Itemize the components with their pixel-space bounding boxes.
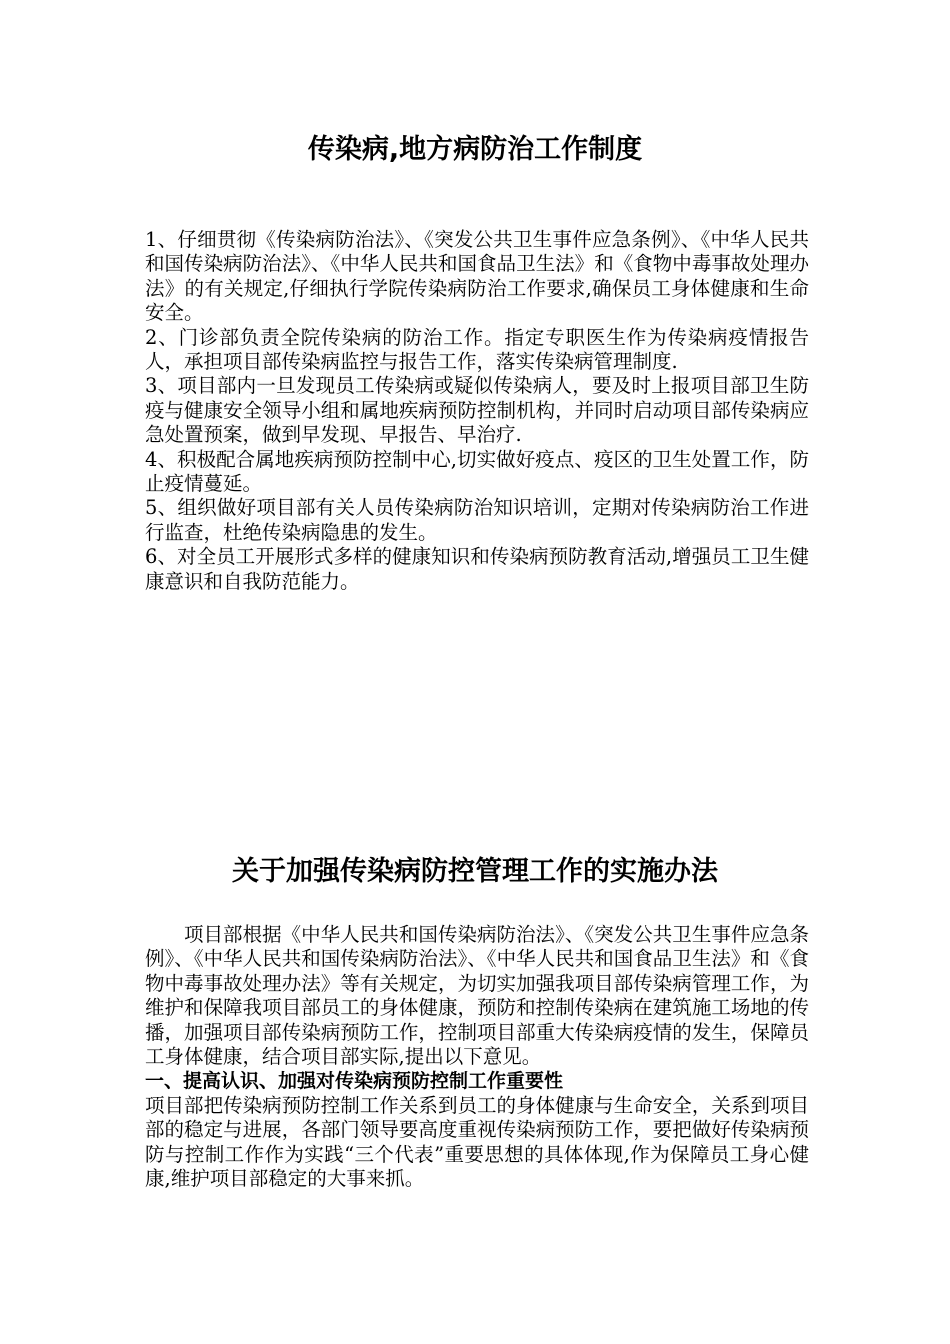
section-title: 关于加强传染病防控管理工作的实施办法 — [232, 856, 718, 887]
regulation-item: 2、门诊部负责全院传染病的防治工作。指定专职医生作为传染病疫情报告人，承担项目部传染病监控与报告工作，落实传染病管理制度. — [145, 325, 809, 374]
body-paragraph: 项目部把传染病预防控制工作关系到员工的身体健康与生命安全，关系到项目部的稳定与进展，各部门领导要高度重视传染病预防工作，要把做好传染病预防与控制工作作为实践“三个代表”重要思想的具体体现,作为保障员工身心健康,维护项目部稳定的大事来抓。 — [145, 1093, 809, 1191]
regulation-item: 6、对全员工开展形式多样的健康知识和传染病预防教育活动,增强员工卫生健康意识和自我防范能力。 — [145, 545, 809, 593]
intro-paragraph: 项目部根据《中华人民共和国传染病防治法》、《突发公共卫生事件应急条例》、《中华人民共和国传染病防治法》、《中华人民共和国食品卫生法》和《食物中毒事故处理办法》等有关规定，为切实加强我项目部传染病管理工作，为维护和保障我项目部员工的身体健康，预防和控制传染病在建筑施工场地的传播，加强项目部传染病预防工作，控制项目部重大传染病疫情的发生，保障员工身体健康，结合项目部实际,提出以下意见。 — [145, 923, 809, 1069]
regulation-item: 5、组织做好项目部有关人员传染病防治知识培训，定期对传染病防治工作进行监查，杜绝传染病隐患的发生。 — [145, 496, 809, 544]
implementation-measures — [145, 923, 809, 1191]
subheading: 一、提高认识、加强对传染病预防控制工作重要性 — [145, 1070, 564, 1093]
regulation-item: 4、积极配合属地疾病预防控制中心,切实做好疫点、疫区的卫生处置工作，防止疫情蔓延。 — [145, 447, 809, 496]
document-title: 传染病,地方病防治工作制度 — [307, 134, 643, 165]
regulation-item: 1、仔细贯彻《传染病防治法》、《突发公共卫生事件应急条例》、《中华人民共和国传染病防治法》、《中华人民共和国食品卫生法》和《食物中毒事故处理办法》的有关规定,仔细执行学院传染病防治工作要求,确保员工身体健康和生命安全。 — [145, 228, 809, 325]
regulation-list — [145, 228, 809, 594]
regulation-item: 3、项目部内一旦发现员工传染病或疑似传染病人，要及时上报项目部卫生防疫与健康安全领导小组和属地疾病预防控制机构，并同时启动项目部传染病应急处置预案，做到早发现、早报告、早治疗. — [145, 374, 809, 447]
